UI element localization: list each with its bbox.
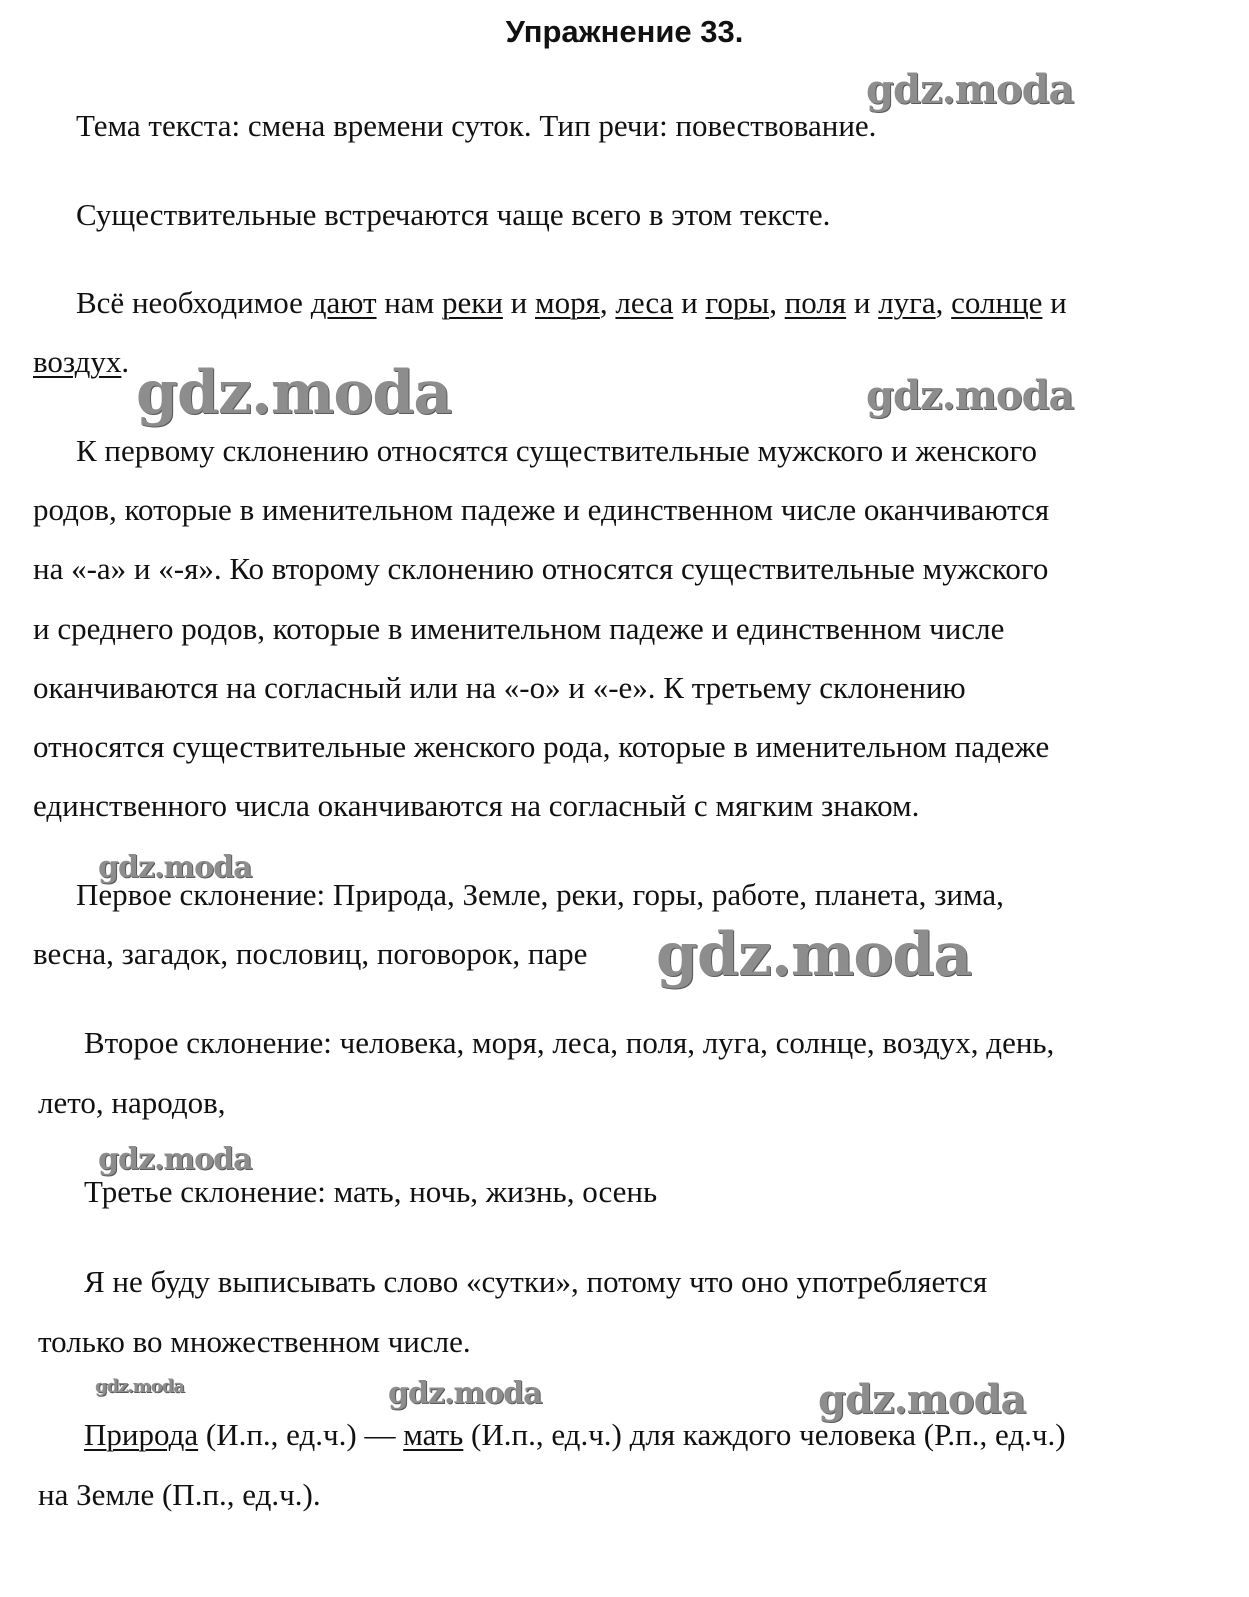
- watermark: gdz.moda: [98, 850, 252, 885]
- underlined-word: воздух: [33, 344, 122, 379]
- word: (И.п., ед.ч.) —: [198, 1417, 404, 1452]
- example-sentence-line-1: [76, 285, 1067, 321]
- underlined-word: мать: [403, 1417, 464, 1452]
- word: ,: [599, 285, 616, 320]
- underlined-word: моря: [535, 285, 600, 320]
- sutki-note-line: только во множественном числе.: [38, 1324, 471, 1359]
- underlined-word: поля: [784, 285, 847, 320]
- word: (И.п., ед.ч.) для каждого человека (Р.п., ед.ч.): [463, 1417, 1066, 1452]
- word: ,: [769, 285, 785, 320]
- declension-rule-line: на «-а» и «-я». Ко второму склонению относятся существительные мужского: [33, 551, 1049, 586]
- example-sentence-line-2: [33, 344, 129, 380]
- underlined-word: леса: [615, 285, 674, 320]
- word: и: [673, 285, 706, 320]
- watermark: gdz.moda: [866, 66, 1074, 113]
- underlined-word: реки: [442, 285, 503, 320]
- second-declension-line: лето, народов,: [38, 1085, 226, 1120]
- watermark: gdz.moda: [818, 1376, 1026, 1423]
- word: и: [1042, 285, 1067, 320]
- watermark: gdz.moda: [95, 1376, 184, 1397]
- word: Всё необходимое: [76, 285, 311, 320]
- analysis-line-1: [84, 1417, 1066, 1453]
- analysis-line-2: на Земле (П.п., ед.ч.).: [38, 1477, 321, 1512]
- exercise-title: Упражнение 33.: [505, 14, 744, 49]
- declension-rule-line: оканчиваются на согласный или на «-о» и «-е». К третьему склонению: [33, 670, 966, 705]
- underlined-word: горы: [705, 285, 770, 320]
- declension-rule-line: К первому склонению относятся существительные мужского и женского: [76, 433, 1037, 468]
- watermark: gdz.moda: [656, 920, 972, 990]
- declension-rule-line: относятся существительные женского рода, которые в именительном падеже: [33, 729, 1050, 764]
- underlined-word: дают: [310, 285, 377, 320]
- first-declension-line: Первое склонение: Природа, Земле, реки, горы, работе, планета, зима,: [76, 877, 1004, 912]
- watermark: gdz.moda: [866, 372, 1074, 419]
- underlined-word: Природа: [84, 1417, 199, 1452]
- word: .: [121, 344, 130, 379]
- word: и: [502, 285, 536, 320]
- sutki-note-line: Я не буду выписывать слово «сутки», потому что оно употребляется: [84, 1264, 988, 1299]
- declension-rule-line: единственного числа оканчиваются на согласный с мягким знаком.: [33, 788, 920, 823]
- declension-rule-line: и среднего родов, которые в именительном падеже и единственном числе: [33, 611, 1005, 646]
- declension-rule-line: родов, которые в именительном падеже и единственном числе оканчиваются: [33, 492, 1050, 527]
- word: ,: [935, 285, 952, 320]
- word: и: [846, 285, 879, 320]
- word: нам: [376, 285, 442, 320]
- text-topic-line: Тема текста: смена времени суток. Тип речи: повествование.: [76, 108, 877, 143]
- underlined-word: солнце: [951, 285, 1043, 320]
- first-declension-line: весна, загадок, пословиц, поговорок, паре: [33, 936, 588, 971]
- third-declension-line: Третье склонение: мать, ночь, жизнь, осень: [84, 1174, 658, 1209]
- second-declension-line: Второе склонение: человека, моря, леса, поля, луга, солнце, воздух, день,: [84, 1025, 1055, 1060]
- watermark: gdz.moda: [388, 1376, 542, 1411]
- watermark: gdz.moda: [98, 1142, 252, 1177]
- text-nouns-line: Существительные встречаются чаще всего в этом тексте.: [76, 197, 831, 232]
- watermark: gdz.moda: [136, 358, 452, 428]
- underlined-word: луга: [878, 285, 936, 320]
